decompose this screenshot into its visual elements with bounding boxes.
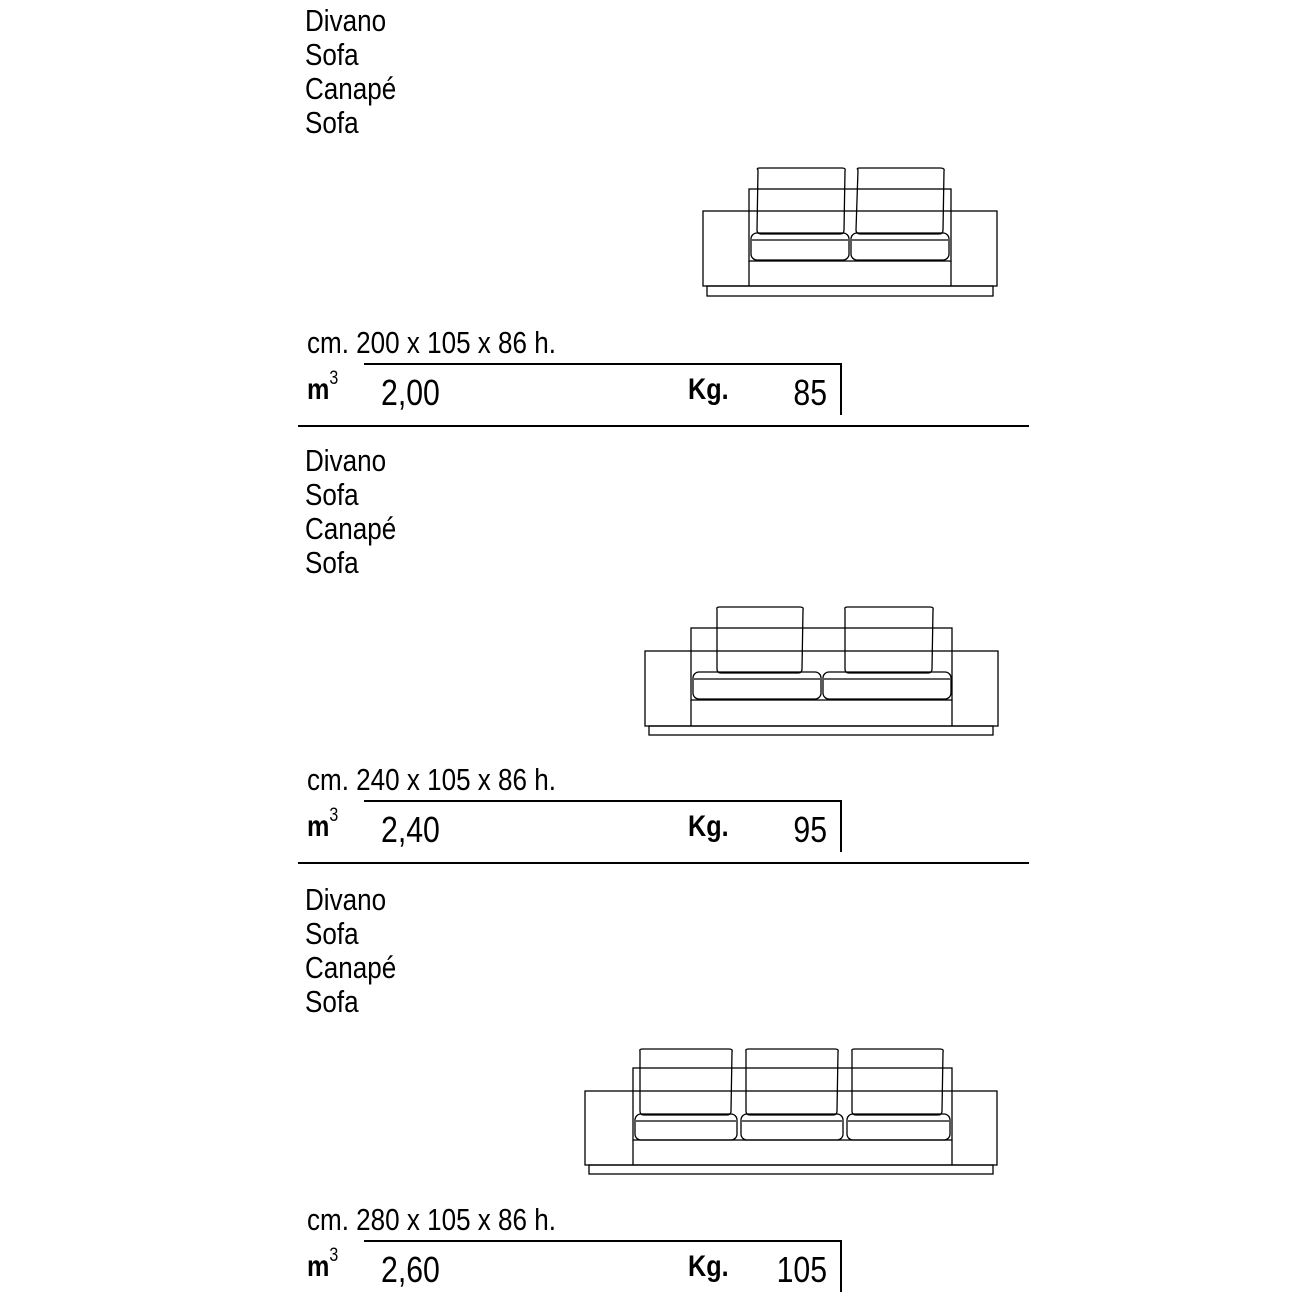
- back-cushion: [746, 1049, 838, 1115]
- sofa-backrest: [749, 189, 951, 261]
- name-fr: Canapé: [305, 950, 397, 985]
- table-right-line: [840, 363, 842, 415]
- seat-cushion: [693, 672, 821, 699]
- weight-value: 85: [793, 372, 827, 413]
- volume-value: 2,00: [381, 372, 440, 413]
- name-fr: Canapé: [305, 511, 397, 546]
- volume-label: $m^3$: [307, 1245, 339, 1283]
- volume-value: 2,40: [381, 809, 440, 850]
- table-right-line: [840, 800, 842, 852]
- name-en: Sofa: [305, 916, 359, 951]
- table-top-line: [364, 363, 841, 365]
- table-top-line: [364, 1240, 841, 1242]
- weight-label: Kg.: [688, 373, 729, 406]
- sofa-plinth: [707, 286, 993, 296]
- product-section-1: [0, 0, 1300, 430]
- section-divider: [298, 425, 1029, 427]
- volume-label: $m^3$: [307, 368, 339, 406]
- name-de: Sofa: [305, 545, 359, 580]
- name-de: Sofa: [305, 984, 359, 1019]
- seat-cushion: [741, 1114, 843, 1140]
- table-right-line: [840, 1240, 842, 1292]
- back-cushion: [757, 168, 845, 234]
- seat-cushion: [823, 672, 951, 699]
- back-cushion: [845, 607, 933, 673]
- sofa-body: [703, 211, 997, 286]
- seat-cushion: [847, 1114, 950, 1140]
- name-de: Sofa: [305, 105, 359, 140]
- sofa-backrest: [633, 1068, 952, 1140]
- sofa-plinth: [649, 726, 993, 735]
- back-cushion: [852, 1049, 943, 1115]
- volume-label: $m^3$: [307, 805, 339, 843]
- product-section-2: [0, 440, 1300, 870]
- product-section-3: [0, 879, 1300, 1300]
- name-fr: Canapé: [305, 71, 397, 106]
- seat-cushion: [851, 233, 949, 260]
- weight-value: 105: [776, 1249, 827, 1290]
- name-it: Divano: [305, 882, 387, 917]
- sofa-drawing-1: [0, 0, 1300, 430]
- back-cushion: [640, 1049, 732, 1115]
- back-cushion: [717, 607, 803, 673]
- volume-value: 2,60: [381, 1249, 440, 1290]
- back-cushion: [856, 168, 944, 234]
- weight-value: 95: [793, 809, 827, 850]
- name-it: Divano: [305, 443, 387, 478]
- dimensions-text: cm. 200 x 105 x 86 h.: [307, 325, 556, 360]
- seat-cushion: [635, 1114, 737, 1140]
- table-top-line: [364, 800, 841, 802]
- sofa-body: [585, 1091, 997, 1165]
- name-en: Sofa: [305, 37, 359, 72]
- weight-label: Kg.: [688, 1250, 729, 1283]
- name-it: Divano: [305, 3, 387, 38]
- weight-label: Kg.: [688, 810, 729, 843]
- section-divider: [298, 862, 1029, 864]
- sofa-drawing-3: [0, 879, 1300, 1300]
- seat-cushion: [751, 233, 849, 260]
- sofa-drawing-2: [0, 440, 1300, 870]
- dimensions-text: cm. 240 x 105 x 86 h.: [307, 762, 556, 797]
- name-en: Sofa: [305, 477, 359, 512]
- dimensions-text: cm. 280 x 105 x 86 h.: [307, 1202, 556, 1237]
- sofa-plinth: [589, 1165, 993, 1174]
